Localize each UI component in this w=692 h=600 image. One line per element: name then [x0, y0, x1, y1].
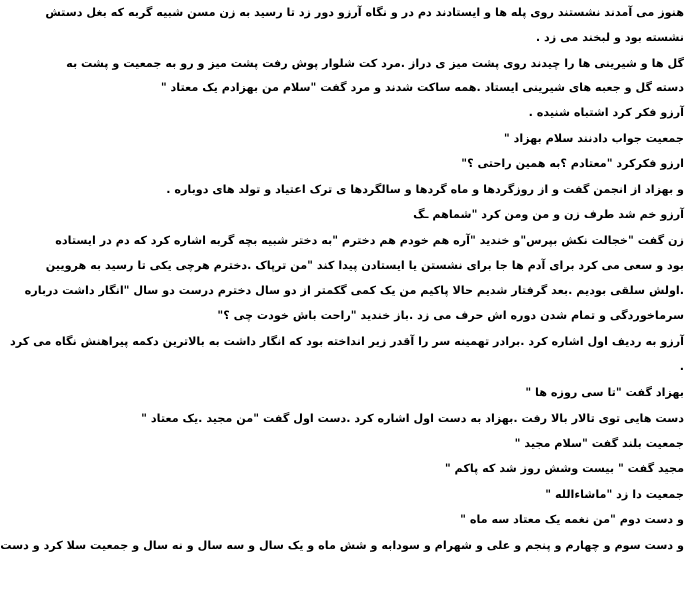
text-line: گل ها و شیرینی ها را چیدند روی پشت میز ی دراز .مرد کت شلوار پوش رفت پشت میز و رو به جمعیت و پشت به: [66, 57, 684, 70]
text-line: آرزو خم شد طرف زن و من ومن کرد "شماهم ـگ: [413, 208, 684, 221]
text-line: بود و سعی می کرد برای آدم ها جا برای نشستن یا ایستادن پیدا کند "من ترپاک .دخترم هرچی یکی تا رسید به هرویین: [45, 259, 684, 272]
text-line: جمعیت جواب دادنند سلام بهزاد ": [503, 132, 684, 145]
text-line: آرزو فکر کرد اشتباه شنیده .: [528, 106, 684, 119]
text-line: دسته گل و جعبه های شیرینی ایستاد .همه ساکت شدند و مرد گفت "سلام من بهزادم یک معتاد ": [160, 81, 684, 94]
text-line: هنوز می آمدند نشستند روی پله ها و ایستادند دم در و نگاه آرزو دور زد تا رسید به زن مسن شبیه گربه که بغل دستش: [45, 6, 684, 19]
text-line: سرماخوردگی و تمام شدن دوره اش حرف می زد .باز خندید "راحت باش خودت چی ؟": [217, 309, 684, 322]
text-line: و دست دوم "من نغمه یک معتاد سه ماه ": [460, 513, 684, 526]
text-line: بهزاد گفت "تا سی روزه ها ": [525, 386, 684, 399]
text-line: ارزو فکرکرد "معتادم ؟به همین راحتی ؟": [461, 157, 684, 170]
text-line: .اولش سلقی بودیم .بعد گرفتار شدیم حالا پاکیم من یک کمی گکمتر از دو سال دخترم درست دو سال "انگار داشت درباره: [24, 284, 684, 297]
text-line: آرزو به ردیف اول اشاره کرد .برادر تهمینه سر را آقدر زیر انداخته بود که انگار داشت به بالاترین دکمه پیراهنش نگاه می کرد: [10, 335, 684, 348]
text-line: دست هایی توی تالار بالا رفت .بهزاد به دست اول اشاره کرد .دست اول گفت "من مجید .یک معتاد ": [141, 412, 684, 425]
text-line: و دست سوم و چهارم و پنجم و علی و شهرام و سودابه و شش ماه و یک سال و سه سال و نه سال و جمعیت سلا کرد و دست: [0, 539, 684, 552]
text-line: نشسته بود و لبخند می زد .: [535, 31, 684, 44]
text-line: و بهزاد از انجمن گفت و از روزگردها و ماه گردها و سالگردها ی ترک اعتیاد و تولد های دوباره .: [166, 183, 684, 196]
text-line: مجید گفت " بیست وشش روز شد که پاکم ": [444, 462, 684, 475]
text-line: زن گفت "خجالت نکش بپرس"و خندید "آره هم خودم هم دخترم "به دختر شبیه بچه گربه اشاره کرد که دم در ایستاده: [55, 234, 684, 247]
text-line: جمعیت دا زد "ماشاءالله ": [545, 488, 684, 501]
text-line: .: [679, 360, 684, 373]
text-line: جمعیت بلند گفت "سلام مجید ": [514, 437, 684, 450]
